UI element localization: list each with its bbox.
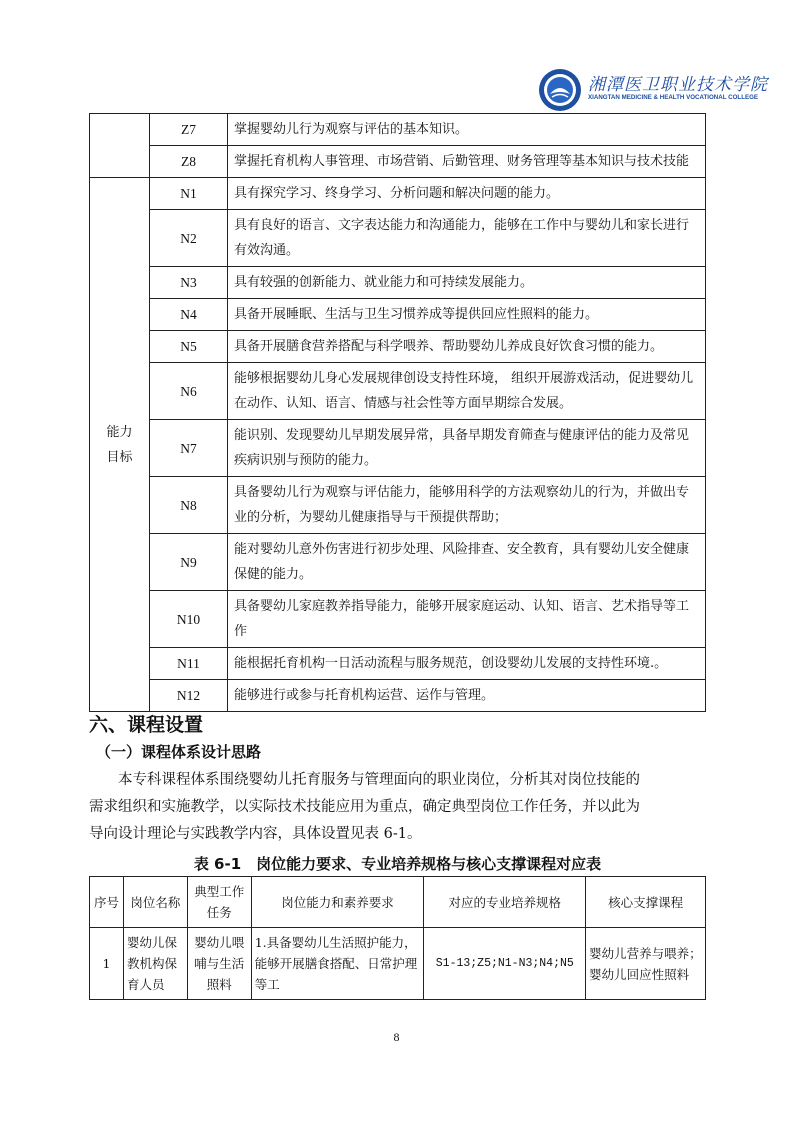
cell-no: 1	[90, 928, 124, 1000]
objective-text: 具有良好的语言、文字表达能力和沟通能力，能够在工作中与婴幼儿和家长进行有效沟通。	[228, 210, 706, 267]
table-row	[90, 534, 706, 591]
table-row	[90, 591, 706, 648]
objectives-table	[89, 113, 706, 712]
objective-text: 掌握托育机构人事管理、市场营销、后勤管理、财务管理等基本知识与技术技能	[228, 146, 706, 178]
column-header: 典型工作任务	[187, 877, 251, 928]
objective-text: 具有较强的创新能力、就业能力和可持续发展能力。	[228, 267, 706, 299]
table-row	[90, 331, 706, 363]
college-logo	[538, 68, 768, 112]
college-name-en: XIANGTAN MEDICINE & HEALTH VOCATIONAL COLLEGE	[588, 94, 759, 101]
table-row	[90, 648, 706, 680]
objective-text: 能够根据婴幼儿身心发展规律创设支持性环境， 组织开展游戏活动，促进婴幼儿在动作、认知、语言、情感与社会性等方面早期综合发展。	[228, 363, 706, 420]
table-row	[90, 178, 706, 210]
column-header: 岗位名称	[123, 877, 187, 928]
table-row	[90, 267, 706, 299]
knowledge-category-cell	[90, 114, 150, 178]
ability-category-cell	[90, 178, 150, 712]
table-row	[90, 210, 706, 267]
objective-text: 具备婴幼儿家庭教养指导能力，能够开展家庭运动、认知、语言、艺术指导等工作	[228, 591, 706, 648]
column-header: 核心支撑课程	[586, 877, 706, 928]
objective-code: N2	[150, 210, 228, 267]
objective-text: 具备开展膳食营养搭配与科学喂养、帮助婴幼儿养成良好饮食习惯的能力。	[228, 331, 706, 363]
table-row	[90, 928, 706, 1000]
cell-spec: S1-13;Z5;N1-N3;N4;N5	[424, 928, 586, 1000]
objective-code: N7	[150, 420, 228, 477]
cell-course: 婴幼儿营养与喂养；婴幼儿回应性照料	[586, 928, 706, 1000]
table-row	[90, 477, 706, 534]
paragraph-line: 导向设计理论与实践教学内容，具体设置见表 6-1。	[89, 826, 422, 842]
objective-text: 具有探究学习、终身学习、分析问题和解决问题的能力。	[228, 178, 706, 210]
column-header: 岗位能力和素养要求	[251, 877, 424, 928]
ability-label: 能力	[106, 424, 133, 440]
college-emblem-icon	[538, 68, 582, 112]
table-header-row	[90, 877, 706, 928]
table-caption: 表 6-1 岗位能力要求、专业培养规格与核心支撑课程对应表	[193, 855, 602, 873]
cell-ability: 1.具备婴幼儿生活照护能力，能够开展膳食搭配、日常护理等工	[251, 928, 424, 1000]
section-paragraph	[89, 767, 706, 848]
section-title: 六、课程设置	[89, 714, 204, 736]
table-row	[90, 299, 706, 331]
objective-code: N6	[150, 363, 228, 420]
objective-code: Z8	[150, 146, 228, 178]
table-row	[90, 420, 706, 477]
objective-text: 能识别、发现婴幼儿早期发展异常，具备早期发育筛查与健康评估的能力及常见疾病识别与预防的能力。	[228, 420, 706, 477]
column-header: 对应的专业培养规格	[424, 877, 586, 928]
column-header: 序号	[90, 877, 124, 928]
objective-text: 能够进行或参与托育机构运营、运作与管理。	[228, 680, 706, 712]
cell-task: 婴幼儿喂哺与生活照料	[187, 928, 251, 1000]
objective-code: N3	[150, 267, 228, 299]
objective-code: Z7	[150, 114, 228, 146]
objective-code: N11	[150, 648, 228, 680]
objective-code: N4	[150, 299, 228, 331]
table-row	[90, 363, 706, 420]
cell-post: 婴幼儿保教机构保育人员	[123, 928, 187, 1000]
page-number: 8	[393, 1030, 400, 1044]
objective-code: N9	[150, 534, 228, 591]
objective-code: N12	[150, 680, 228, 712]
objective-text: 能对婴幼儿意外伤害进行初步处理、风险排查、安全教育，具有婴幼儿安全健康保健的能力。	[228, 534, 706, 591]
objective-text: 具备开展睡眠、生活与卫生习惯养成等提供回应性照料的能力。	[228, 299, 706, 331]
ability-label: 目标	[106, 449, 133, 465]
table-row	[90, 114, 706, 146]
paragraph-line: 本专科课程体系围绕婴幼儿托育服务与管理面向的职业岗位，分析其对岗位技能的	[118, 772, 640, 788]
college-name-cn: 湘潭医卫职业技术学院	[588, 75, 768, 95]
post-mapping-table	[89, 876, 706, 1000]
section-subtitle: （一）课程体系设计思路	[96, 743, 262, 761]
objective-code: N8	[150, 477, 228, 534]
objective-text: 掌握婴幼儿行为观察与评估的基本知识。	[228, 114, 706, 146]
objective-code: N10	[150, 591, 228, 648]
objective-code: N1	[150, 178, 228, 210]
paragraph-line: 需求组织和实施教学，以实际技术技能应用为重点，确定典型岗位工作任务，并以此为	[89, 799, 640, 815]
objective-text: 具备婴幼儿行为观察与评估能力，能够用科学的方法观察幼儿的行为，并做出专业的分析，为婴幼儿健康指导与干预提供帮助；	[228, 477, 706, 534]
objective-code: N5	[150, 331, 228, 363]
table-row	[90, 146, 706, 178]
objective-text: 能根据托育机构一日活动流程与服务规范，创设婴幼儿发展的支持性环境.。	[228, 648, 706, 680]
table-row	[90, 680, 706, 712]
